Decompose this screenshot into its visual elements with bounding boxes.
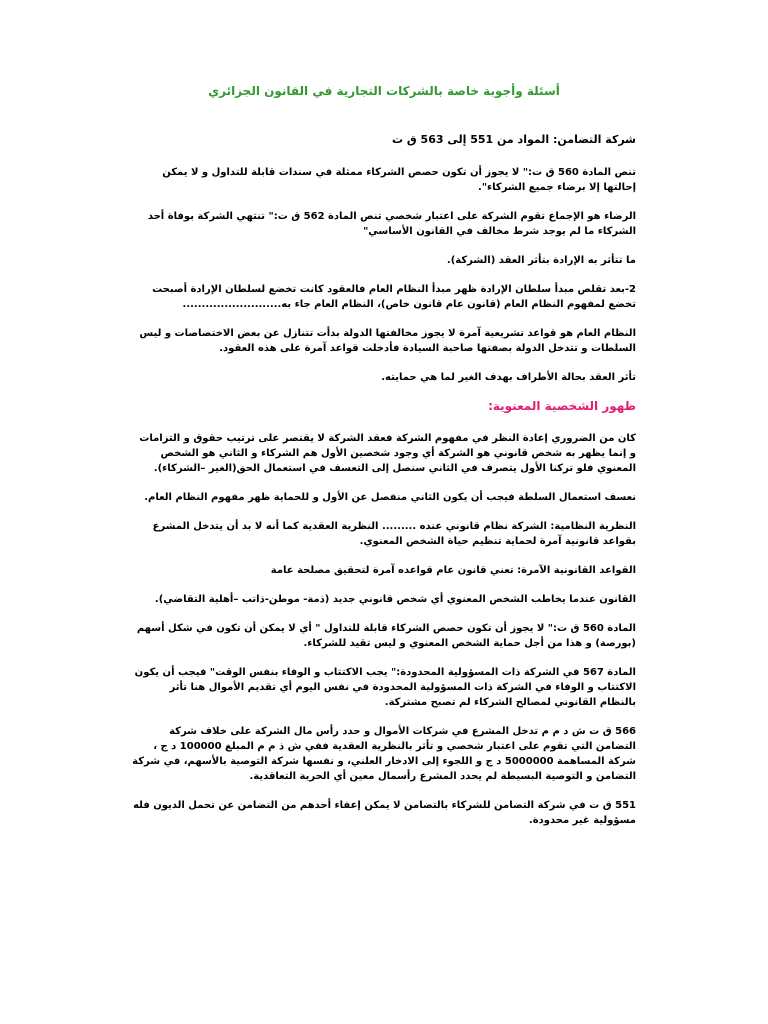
paragraph: المادة 567 في الشركة ذات المسؤولية المحدودة:" يجب الاكتتاب و الوفاء بنفس الوقت" فيجب أن يكون الاكتتاب و الوفاء في الشركة ذات المسؤولية المحدودة في نفس اليوم أي تقديم الأموال هنا تأثر بالنظام القانوني لمصالح الشركاء لم تصبح مشتركة. xyxy=(134,667,636,708)
document-title: أسئلة وأجوبة خاصة بالشركات التجارية في القانون الجزائري xyxy=(208,84,560,98)
paragraph: القانون عندما يخاطب الشخص المعنوي أي شخص قانوني جديد (ذمة- موطن-ذاتب –أهلية التقاضي). xyxy=(154,594,636,605)
paragraph: تنص المادة 560 ق ت:" لا يجوز أن تكون حصص الشركاء ممثلة في سندات قابلة للتداول و لا يمكن إحالتها إلا برضاء جميع الشركاء". xyxy=(162,167,636,193)
section-title: ظهور الشخصية المعنوية: xyxy=(488,399,636,413)
paragraph: 551 ق ت في شركة التضامن للشركاء بالتضامن لا يمكن إعفاء أحدهم من التضامن عن تحمل الديون فله مسؤولية غير محدودة. xyxy=(133,800,636,826)
paragraph: الرضاء هو الإجماع تقوم الشركة على اعتبار شخصي تنص المادة 562 ق ت:" تنتهي الشركة بوفاة أحد الشركاء ما لم يوجد شرط مخالف في القانون الأساسي" xyxy=(147,211,636,237)
paragraph: القواعد القانونية الآمرة: تعني قانون عام قواعده آمرة لتحقيق مصلحة عامة xyxy=(270,565,636,576)
paragraph: ما تتأثر به الإرادة بتأثر العقد (الشركة). xyxy=(446,255,636,266)
paragraph: نعسف استعمال السلطة فيجب أن يكون الثاني منفصل عن الأول و للحماية ظهر مفهوم النظام العام. xyxy=(144,492,636,503)
paragraph: شركة التضامن: المواد من 551 إلى 563 ق ت xyxy=(391,133,636,146)
paragraph: النظرية النظامية: الشركة نظام قانوني عنده ......... النظرية العقدية كما أنه لا بد أن يتدخل المشرع بقواعد قانونية آمرة لحماية تنظيم حياة الشخص المعنوي. xyxy=(152,521,636,547)
paragraphs-after-section xyxy=(132,431,636,828)
paragraph: النظام العام هو قواعد تشريعية آمرة لا يجوز مخالفتها الدولة بدأت تتنازل عن بعض الاختصاصات و ليس السلطات و تتدخل الدولة بصفتها صاحبة السيادة فأدخلت قواعد آمرة على هذه العقود. xyxy=(139,328,636,354)
paragraph: كان من الضروري إعادة النظر في مفهوم الشركة فعقد الشركة لا يقتصر على ترتيب حقوق و التزامات و إنما يظهر به شخص قانوني هو الشركة أي وجود شخصين الأول هم الشركاء و الثاني هو الشخص المعنوي فلو تركنا الأول يتصرف في الثاني سنصل إلى التعسف في استعمال الحق(الغير –الشركاء). xyxy=(139,433,636,474)
paragraphs-before-section xyxy=(132,132,636,385)
paragraph: تأثر العقد بحالة الأطراف بهدف الغير لما هي حمايته. xyxy=(381,372,636,383)
paragraph: 2-بعد تقلص مبدأ سلطان الإرادة ظهر مبدأ النظام العام فالعقود كانت تخضع لسلطان الإرادة أصبحت تخضع لمفهوم النظام العام (قانون عام قانون خاص)، النظام العام جاء به.......................... xyxy=(152,284,636,310)
paragraph: 566 ق ت ش د م م تدخل المشرع في شركات الأموال و حدد رأس مال الشركة على خلاف شركة التضامن التي تقوم على اعتبار شخصي و تأثر بالنظرية العقدية ففي ش ذ م م المبلغ 100000 د ج ، شركة المساهمة 5000000 د ج و اللجوء إلى الادخار العلني، و نفسها شركة التوصية بالأسهم، في شركة التضامن و التوصية البسيطة لم يحدد المشرع رأسمال معين أي الحرية التعاقدية. xyxy=(132,726,636,782)
paragraph: المادة 560 ق ت:" لا يجوز أن تكون حصص الشركاء قابلة للتداول " أي لا يمكن أن تكون في شكل أسهم (بورصة) و هذا من أجل حماية الشخص المعنوي و ليس تقيد للشركاء. xyxy=(136,623,636,649)
